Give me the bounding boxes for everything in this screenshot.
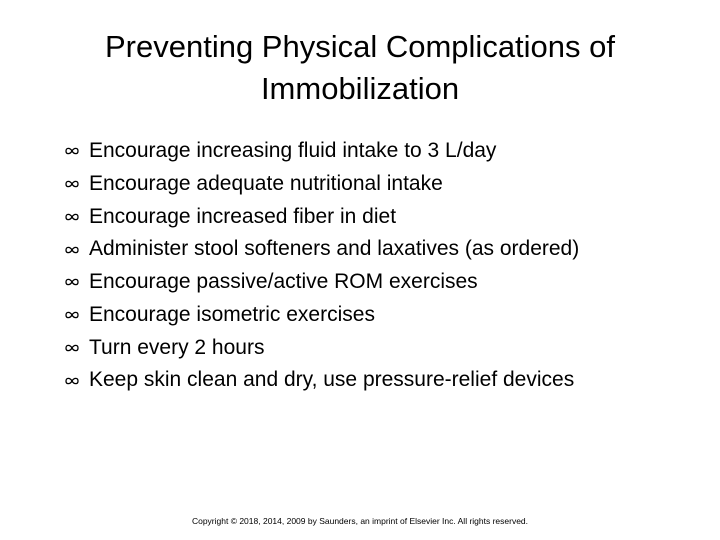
list-item bbox=[60, 364, 620, 396]
bullet-text: Encourage increasing fluid intake to 3 L/day bbox=[89, 139, 497, 162]
infinity-icon bbox=[64, 212, 80, 222]
infinity-icon bbox=[64, 245, 80, 255]
infinity-icon bbox=[64, 376, 80, 386]
list-item bbox=[60, 200, 620, 233]
slide-title: Preventing Physical Complications of Immobilization bbox=[104, 29, 616, 106]
bullet-text: Turn every 2 hours bbox=[89, 336, 265, 359]
list-item bbox=[60, 233, 620, 265]
copyright-footer: Copyright © 2018, 2014, 2009 by Saunders, an imprint of Elsevier Inc. All rights reserved. bbox=[191, 516, 529, 526]
list-item bbox=[60, 331, 620, 364]
list-item bbox=[60, 134, 620, 167]
bullet-text: Encourage adequate nutritional intake bbox=[89, 172, 443, 195]
list-item bbox=[60, 265, 620, 298]
list-item bbox=[60, 167, 620, 200]
bullet-text: Encourage passive/active ROM exercises bbox=[89, 270, 478, 293]
infinity-icon bbox=[64, 277, 80, 287]
bullet-text: Keep skin clean and dry, use pressure-relief devices bbox=[89, 368, 575, 391]
infinity-icon bbox=[64, 343, 80, 353]
bullet-text: Encourage isometric exercises bbox=[89, 303, 375, 326]
bullet-list bbox=[60, 134, 620, 396]
infinity-icon bbox=[64, 310, 80, 320]
bullet-text: Encourage increased fiber in diet bbox=[89, 205, 397, 228]
list-item bbox=[60, 298, 620, 331]
infinity-icon bbox=[64, 179, 80, 189]
bullet-text: Administer stool softeners and laxatives (as ordered) bbox=[89, 237, 580, 260]
infinity-icon bbox=[64, 146, 80, 156]
